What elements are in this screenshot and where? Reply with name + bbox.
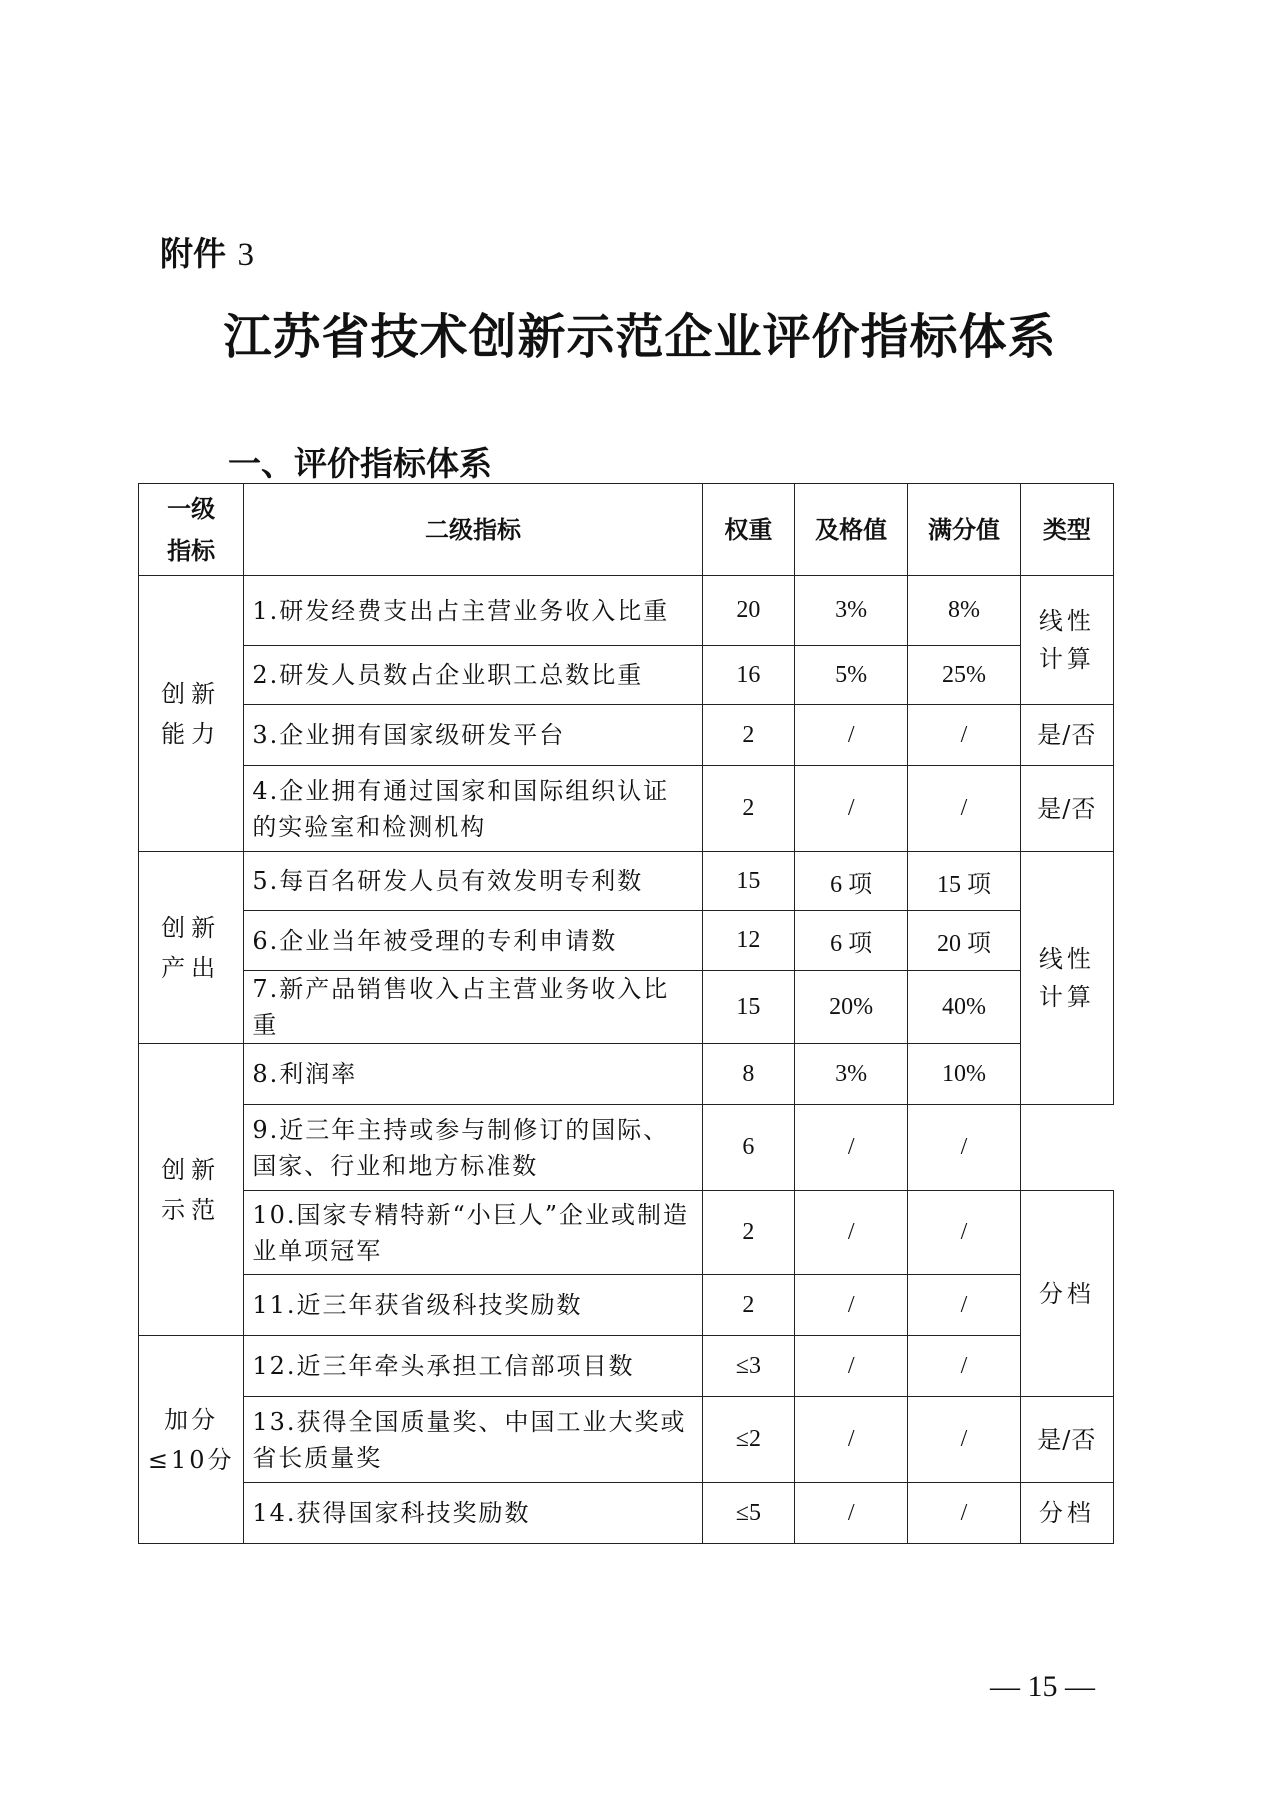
type-linear: 线性 计算 [1020, 576, 1113, 705]
attachment-label-text: 附件 [160, 234, 226, 273]
weight: 2 [702, 705, 794, 766]
full-value: 15 项 [908, 852, 1020, 911]
pass-value: / [795, 1105, 908, 1191]
indicator: 11.近三年获省级科技奖励数 [244, 1275, 702, 1336]
weight: 2 [702, 1191, 794, 1275]
section-heading: 一、评价指标体系 [228, 444, 492, 483]
weight: 12 [702, 911, 794, 971]
pass-value: 6 项 [795, 911, 908, 971]
table-row [139, 705, 1114, 766]
pass-value: / [795, 705, 908, 766]
weight: 20 [702, 576, 794, 646]
full-value: / [908, 1275, 1020, 1336]
indicator: 9.近三年主持或参与制修订的国际、国家、行业和地方标准数 [244, 1105, 702, 1191]
type-tiered: 分档 [1020, 1191, 1113, 1397]
group-innovation-output: 创新 产出 [139, 852, 244, 1044]
pass-value: 20% [795, 971, 908, 1044]
weight: 2 [702, 766, 794, 852]
header-pass-value: 及格值 [795, 484, 908, 576]
indicator: 2.研发人员数占企业职工总数比重 [244, 646, 702, 705]
type-tiered: 分档 [1020, 1483, 1113, 1544]
table-row [139, 766, 1114, 852]
table-row [139, 911, 1114, 971]
pass-value: 3% [795, 1044, 908, 1105]
full-value: / [908, 1105, 1020, 1191]
group-innovation-demonstration: 创新 示范 [139, 1044, 244, 1336]
header-type: 类型 [1020, 484, 1113, 576]
weight: ≤2 [702, 1397, 794, 1483]
indicator: 3.企业拥有国家级研发平台 [244, 705, 702, 766]
pass-value: / [795, 1397, 908, 1483]
table-row [139, 646, 1114, 705]
header-full-value: 满分值 [908, 484, 1020, 576]
pass-value: 6 项 [795, 852, 908, 911]
table-row [139, 1191, 1114, 1275]
weight: 16 [702, 646, 794, 705]
pass-value: / [795, 1336, 908, 1397]
header-weight: 权重 [702, 484, 794, 576]
indicator: 13.获得全国质量奖、中国工业大奖或省长质量奖 [244, 1397, 702, 1483]
header-level1: 一级 指标 [139, 484, 244, 576]
weight: 8 [702, 1044, 794, 1105]
indicator: 6.企业当年被受理的专利申请数 [244, 911, 702, 971]
weight: 2 [702, 1275, 794, 1336]
weight: 15 [702, 971, 794, 1044]
full-value: / [908, 1397, 1020, 1483]
pass-value: / [795, 766, 908, 852]
table-row [139, 971, 1114, 1044]
indicator: 10.国家专精特新“小巨人”企业或制造业单项冠军 [244, 1191, 702, 1275]
indicator: 7.新产品销售收入占主营业务收入比重 [244, 971, 702, 1044]
indicator: 5.每百名研发人员有效发明专利数 [244, 852, 702, 911]
indicator: 14.获得国家科技奖励数 [244, 1483, 702, 1544]
table-row [139, 852, 1114, 911]
table-row [139, 576, 1114, 646]
full-value: / [908, 766, 1020, 852]
attachment-number: 3 [237, 237, 254, 273]
full-value: 25% [908, 646, 1020, 705]
header-level2: 二级指标 [244, 484, 702, 576]
attachment-label [160, 228, 254, 275]
evaluation-index-table [138, 483, 1114, 1544]
table-row [139, 1275, 1114, 1336]
weight: 6 [702, 1105, 794, 1191]
full-value: / [908, 1336, 1020, 1397]
type-yes-no: 是/否 [1020, 766, 1113, 852]
group-innovation-capability: 创新 能力 [139, 576, 244, 852]
table-row [139, 1105, 1114, 1191]
type-linear: 线性 计算 [1020, 852, 1113, 1105]
full-value: 8% [908, 576, 1020, 646]
pass-value: / [795, 1191, 908, 1275]
table-row [139, 1336, 1114, 1397]
weight: ≤3 [702, 1336, 794, 1397]
indicator: 12.近三年牵头承担工信部项目数 [244, 1336, 702, 1397]
page-number: — 15 — [990, 1670, 1095, 1703]
group-bonus: 加分 ≤10分 [139, 1336, 244, 1544]
full-value: / [908, 705, 1020, 766]
pass-value: 5% [795, 646, 908, 705]
table-row [139, 1483, 1114, 1544]
table-header-row [139, 484, 1114, 576]
table-row [139, 1044, 1114, 1105]
type-yes-no: 是/否 [1020, 1397, 1113, 1483]
indicator: 8.利润率 [244, 1044, 702, 1105]
pass-value: / [795, 1483, 908, 1544]
weight: ≤5 [702, 1483, 794, 1544]
pass-value: / [795, 1275, 908, 1336]
indicator: 4.企业拥有通过国家和国际组织认证的实验室和检测机构 [244, 766, 702, 852]
indicator: 1.研发经费支出占主营业务收入比重 [244, 576, 702, 646]
full-value: / [908, 1191, 1020, 1275]
pass-value: 3% [795, 576, 908, 646]
type-yes-no: 是/否 [1020, 705, 1113, 766]
full-value: 10% [908, 1044, 1020, 1105]
table-row [139, 1397, 1114, 1483]
full-value: / [908, 1483, 1020, 1544]
full-value: 20 项 [908, 911, 1020, 971]
full-value: 40% [908, 971, 1020, 1044]
document-title: 江苏省技术创新示范企业评价指标体系 [223, 309, 1057, 365]
weight: 15 [702, 852, 794, 911]
